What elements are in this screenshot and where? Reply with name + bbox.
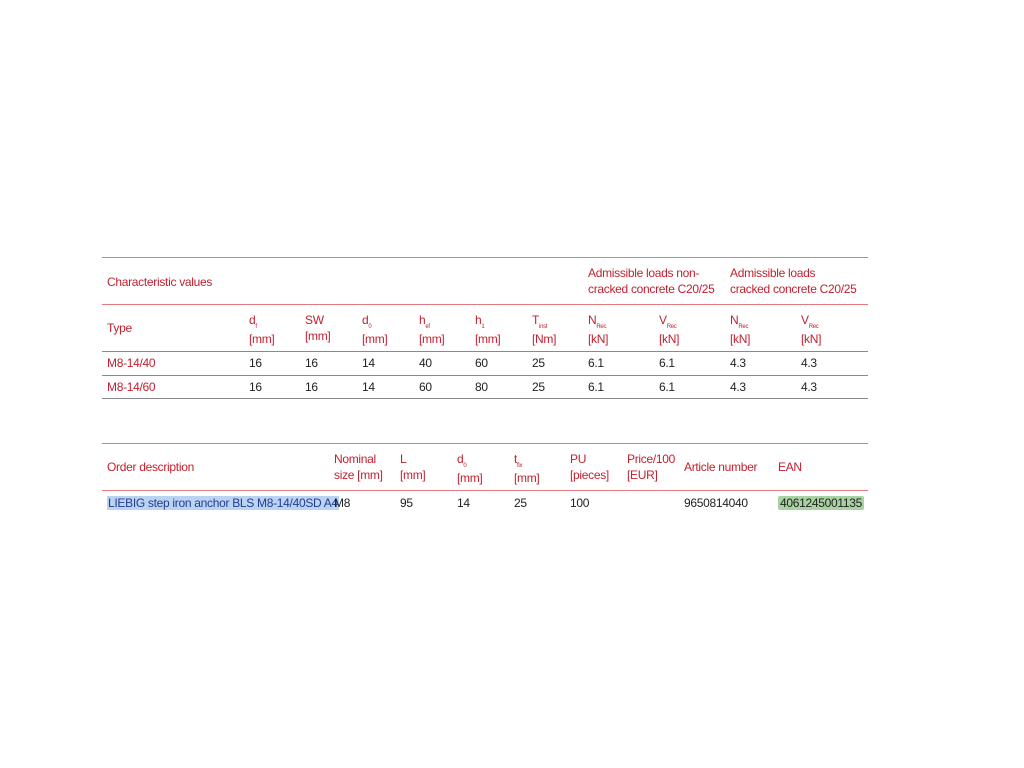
table-group-header (102, 258, 868, 304)
column-header-sw: SW [mm] (305, 313, 331, 343)
table-cell: 16 (249, 356, 262, 370)
table-cell: M8 (334, 496, 351, 510)
article-number-cell: 9650814040 (684, 496, 748, 510)
table-cell: 16 (305, 380, 318, 394)
table-cell: 6.1 (659, 356, 675, 370)
table-cell: 14 (362, 356, 375, 370)
column-header-type: Type (107, 321, 132, 335)
table-cell: 14 (457, 496, 470, 510)
column-header-nrec-noncracked: $N_{Rec}$ [kN] (588, 313, 609, 346)
column-header-tfix: $t_{fix}$ [mm] (514, 452, 540, 485)
table-cell: 16 (249, 380, 262, 394)
table-cell: 25 (532, 380, 545, 394)
column-header-ean: EAN (778, 460, 802, 474)
column-header-d0: $d_0$ [mm] (362, 313, 388, 346)
column-header-h1: $h_1$ [mm] (475, 313, 501, 346)
section-title: Characteristic values (107, 275, 213, 289)
column-header-row (102, 444, 868, 490)
table-cell: 6.1 (588, 380, 604, 394)
table-cell: 40 (419, 356, 432, 370)
column-header-order-description: Order description (107, 460, 194, 474)
column-header-tinst: $T_{inst}$ [Nm] (532, 313, 557, 346)
table-cell: 4.3 (730, 356, 746, 370)
table-row (102, 352, 868, 375)
table-cell: 4.3 (801, 380, 817, 394)
table-row (102, 376, 868, 398)
column-header-length: L [mm] (400, 452, 426, 482)
column-header-row (102, 305, 868, 351)
ean-cell: 4061245001135 (780, 496, 862, 510)
table-cell-type: M8-14/60 (107, 380, 156, 394)
table-cell: 14 (362, 380, 375, 394)
table-cell: 4.3 (801, 356, 817, 370)
column-header-pu: PU [pieces] (570, 452, 609, 482)
table-cell: 6.1 (659, 380, 675, 394)
group-header-noncracked: Admissible loads non- cracked concrete C20/25 (588, 266, 715, 296)
order-table (102, 443, 868, 515)
characteristic-values-table (102, 257, 868, 399)
column-header-hef: $h_{ef}$ [mm] (419, 313, 445, 346)
table-cell: 25 (514, 496, 527, 510)
column-header-article-number: Article number (684, 460, 758, 474)
order-description-cell: LIEBIG step iron anchor BLS M8-14/40SD A4 (108, 496, 338, 510)
column-header-price: Price/100 [EUR] (627, 452, 675, 482)
table-cell: 4.3 (730, 380, 746, 394)
table-cell: 80 (475, 380, 488, 394)
table-cell: 16 (305, 356, 318, 370)
table-cell: 100 (570, 496, 590, 510)
table-cell-type: M8-14/40 (107, 356, 156, 370)
column-header-nominal-size: Nominal size [mm] (334, 452, 383, 482)
column-header-d0: $d_0$ [mm] (457, 452, 483, 485)
table-cell: 95 (400, 496, 413, 510)
group-header-cracked: Admissible loads cracked concrete C20/25 (730, 266, 857, 296)
column-header-vrec-cracked: $V_{Rec}$ [kN] (801, 313, 822, 346)
column-header-vrec-noncracked: $V_{Rec}$ [kN] (659, 313, 680, 346)
column-header-df: $d_f$ [mm] (249, 313, 275, 346)
table-cell: 25 (532, 356, 545, 370)
table-cell: 60 (419, 380, 432, 394)
table-row (102, 491, 868, 515)
table-rule (102, 398, 868, 399)
table-cell: 6.1 (588, 356, 604, 370)
table-cell: 60 (475, 356, 488, 370)
column-header-nrec-cracked: $N_{Rec}$ [kN] (730, 313, 751, 346)
